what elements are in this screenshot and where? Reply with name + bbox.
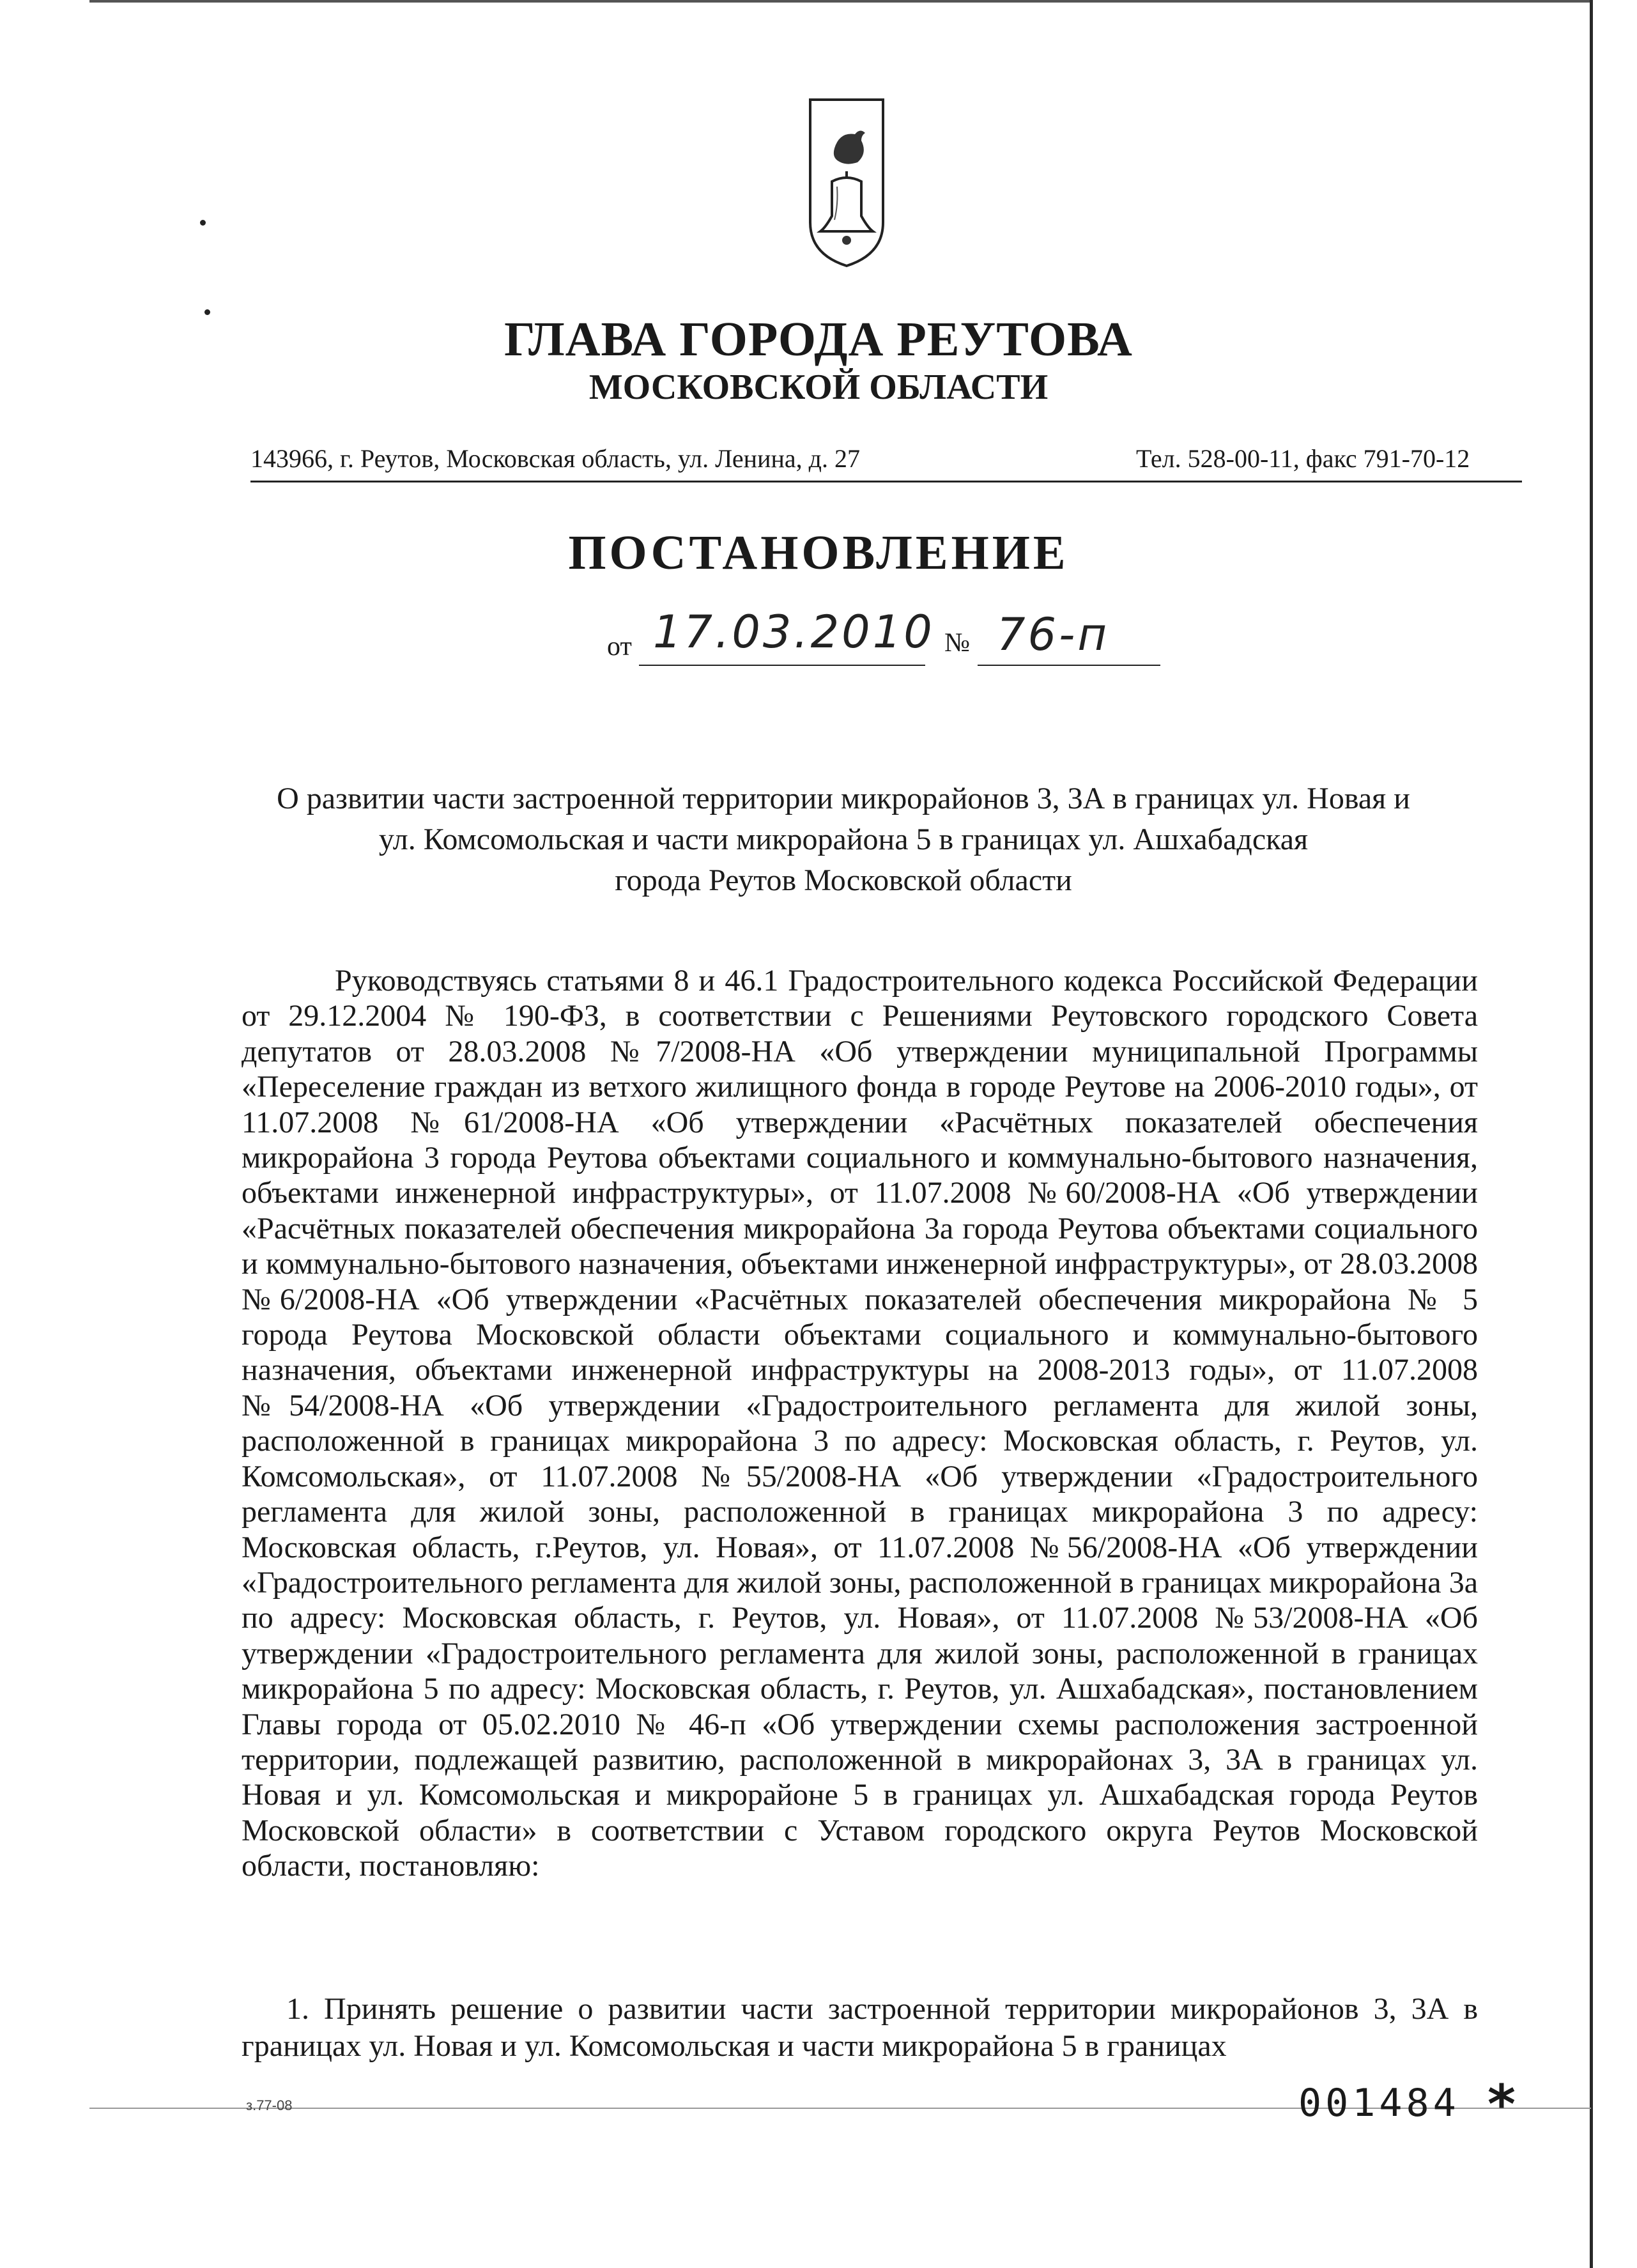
scan-speck [200, 220, 206, 226]
handwritten-number: 76-п [997, 608, 1110, 661]
issuer-title: ГЛАВА ГОРОДА РЕУТОВА [504, 312, 1133, 366]
issuer-phone: Тел. 528-00-11, факс 791-70-12 [1136, 444, 1470, 473]
issuer-region: МОСКОВСКОЙ ОБЛАСТИ [588, 367, 1049, 407]
header-divider [250, 481, 1522, 482]
form-code: з.77-08 [246, 2097, 293, 2113]
subject-line: О развитии части застроенной территории микрорайонов 3, 3А в границах ул. Новая и [277, 782, 1410, 815]
number-underline [978, 665, 1160, 666]
subject-line: города Реутов Московской области [615, 863, 1072, 897]
date-underline [639, 665, 925, 666]
handwritten-date: 17.03.2010 [653, 606, 935, 658]
issuer-address: 143966, г. Реутов, Московская область, ул. Ленина, д. 27 [250, 444, 861, 473]
asterisk-mark: * [1487, 2073, 1516, 2136]
serial-number: 001484 [1298, 2081, 1460, 2125]
number-sign: № [944, 628, 971, 658]
city-coat-of-arms-icon [806, 95, 887, 268]
date-prefix: от [607, 632, 632, 661]
decree-subject [211, 778, 1476, 901]
decree-item-1: 1. Принять решение о развитии части застроенной территории микрорайонов 3, 3А в границах ул. Новая и ул. Комсомольская и части микрорайона 5 в границах [242, 1992, 1478, 2063]
document-type: ПОСТАНОВЛЕНИЕ [568, 526, 1069, 580]
preamble-paragraph: Руководствуясь статьями 8 и 46.1 Градостроительного кодекса Российской Федерации от 29.12.2004 № 190-ФЗ, в соответствии с Решениями Реутовского городского Совета депутатов от 28.03.2008 №7/2008-НА «Об утверждении муниципальной Программы «Переселение граждан из ветхого жилищного фонда в городе Реутове на 2006-2010 годы», от 11.07.2008 №61/2008-НА «Об утверждении «Расчётных показателей обеспечения микрорайона 3 города Реутова объектами социального и коммунально-бытового назначения, объектами инженерной инфраструктуры», от 11.07.2008 №60/2008-НА «Об утверждении «Расчётных показателей обеспечения микрорайона 3а города Реутова объектами социального и коммунально-бытового назначения, объектами инженерной инфраструктуры», от 28.03.2008 №6/2008-НА «Об утверждении «Расчётных показателей обеспечения микрорайона № 5 города Реутова Московской области объектами социального и коммунально-бытового назначения, объектами инженерной инфраструктуры на 2008-2013 годы», от 11.07.2008 №54/2008-НА «Об утверждении «Градостроительного регламента для жилой зоны, расположенной в границах микрорайона 3 по адресу: Московская область, г. Реутов, ул. Комсомольская», от 11.07.2008 №55/2008-НА «Об утверждении «Градостроительного регламента для жилой зоны, расположенной в границах микрорайона 3 по адресу: Московская область, г.Реутов, ул. Новая», от 11.07.2008 №56/2008-НА «Об утверждении «Градостроительного регламента для жилой зоны, расположенной в границах микрорайона 3а по адресу: Московская область, г. Реутов, ул. Новая», от 11.07.2008 №53/2008-НА «Об утверждении «Градостроительного регламента для жилой зоны, расположенной в границах микрорайона 5 по адресу: Московская область, г. Реутов, ул. Ашхабадская», постановлением Главы города от 05.02.2010 № 46-п «Об утверждении схемы расположения застроенной территории, подлежащей развитию, расположенной в микрорайонах 3, 3А в границах ул. Новая и ул. Комсомольская и микрорайоне 5 в границах ул. Ашхабадская города Реутов Московской области» в соответствии с Уставом городского округа Реутов Московской области, постановляю: [242, 964, 1478, 1883]
subject-line: ул. Комсомольская и части микрорайона 5 в границах ул. Ашхабадская [378, 822, 1309, 856]
scan-edge-top [89, 0, 1591, 3]
